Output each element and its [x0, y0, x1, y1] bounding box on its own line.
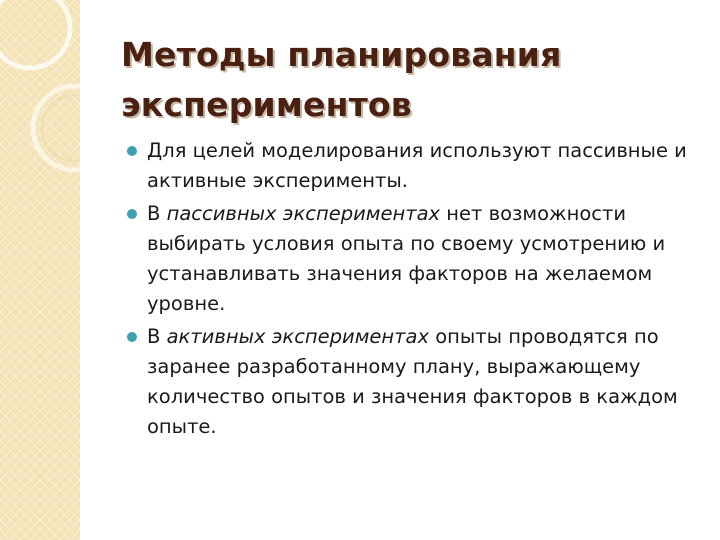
bullet-suffix: опыты проводятся по заранее разработанному плану, выражающему количество опытов и значения факторов в каждом опыте. — [147, 325, 678, 438]
bullet-item-3 — [124, 322, 704, 442]
bullet-dot-icon — [127, 332, 137, 342]
bullet-list — [124, 136, 704, 445]
title-line-1: Методы планирования — [121, 35, 562, 74]
bullet-item-2 — [124, 199, 704, 319]
bullet-prefix: В — [147, 202, 167, 225]
bullet-emphasis: активных экспериментах — [166, 325, 430, 348]
title-line-2: экспериментов — [121, 85, 412, 124]
bullet-dot-icon — [127, 146, 137, 156]
slide-title — [121, 30, 701, 130]
bullet-suffix: нет возможности выбирать условия опыта по своему усмотрению и устанавливать значения факторов на желаемом уровне. — [147, 202, 666, 315]
bullet-prefix: В — [147, 325, 167, 348]
bullet-text: Для целей моделирования используют пассивные и активные эксперименты. — [147, 139, 687, 192]
decorative-rings — [0, 0, 80, 200]
bullet-item-1 — [124, 136, 704, 196]
bullet-emphasis: пассивных экспериментах — [166, 202, 441, 225]
bullet-dot-icon — [127, 209, 137, 219]
decorative-side-band — [0, 0, 80, 540]
